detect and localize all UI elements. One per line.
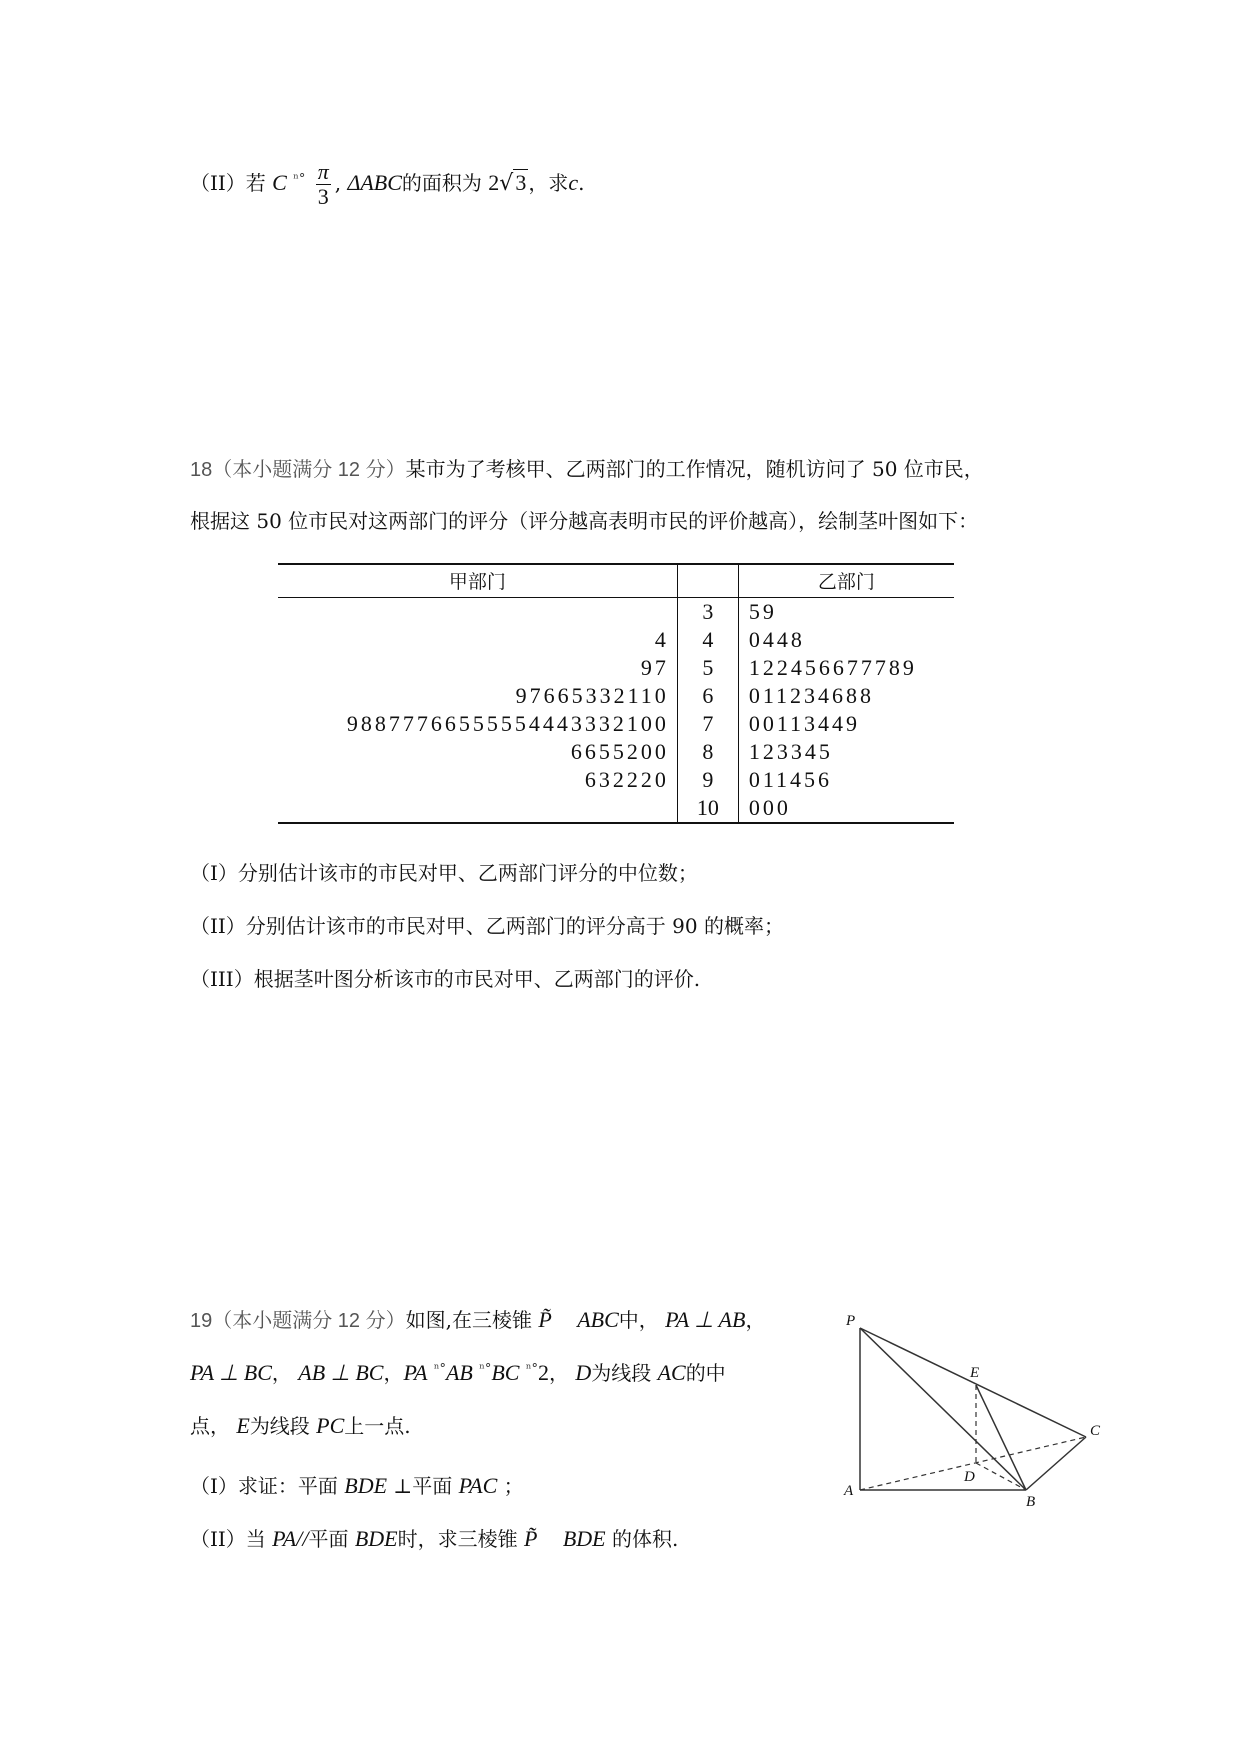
label-b: B	[1026, 1494, 1036, 1510]
q18-part1	[190, 857, 698, 886]
table-row	[278, 766, 954, 794]
pi-over-3-fraction	[316, 160, 331, 209]
leaf-a: 632220	[584, 767, 669, 792]
header-dept-a: 甲部门	[278, 564, 677, 598]
var-p-tilde: P̃	[538, 1307, 552, 1332]
perp-symbol: ⊥	[393, 1474, 413, 1498]
stem-value: 9	[677, 766, 738, 794]
q19-part2-text-b: 平面	[308, 1527, 349, 1551]
leaf-a	[278, 794, 677, 823]
ab-perp-bc: AB ⊥ BC	[298, 1360, 384, 1385]
label-d: D	[964, 1469, 975, 1485]
var-small-c: c	[568, 170, 579, 196]
q19-l1-text-b: 中，	[618, 1308, 659, 1332]
separator: ，	[271, 1361, 292, 1385]
q19-line2	[190, 1357, 726, 1386]
stem-leaf-table	[278, 563, 954, 824]
garbled-equals-icon: ⁿ°	[525, 1361, 538, 1377]
sqrt-radicand: 3	[515, 170, 527, 196]
label-p: P	[846, 1313, 856, 1329]
edge-pc	[860, 1328, 1086, 1437]
stem-value: 3	[677, 598, 738, 627]
var-e: E	[236, 1413, 250, 1438]
triangle-abc: ΔABC	[347, 170, 402, 196]
q17-part2-line	[190, 160, 584, 209]
q18-line2	[190, 505, 978, 534]
garbled-equals-icon: ⁿ°	[479, 1361, 492, 1377]
label-e: E	[970, 1365, 980, 1381]
q19-part1	[190, 1470, 524, 1499]
table-row	[278, 738, 954, 766]
var-bde: BDE	[562, 1526, 606, 1551]
table-row	[278, 598, 954, 627]
table-row	[278, 794, 954, 823]
garbled-equals-icon: ⁿ°	[433, 1361, 446, 1377]
leaf-a	[278, 598, 677, 627]
leaf-b: 000	[738, 794, 954, 823]
stem-value: 6	[677, 682, 738, 710]
leaf-a: 97665332110	[515, 683, 669, 708]
var-bc: BC	[491, 1360, 520, 1385]
pyramid-figure	[838, 1295, 1118, 1515]
table-row	[278, 710, 954, 738]
q17-part2-label: （II）若	[190, 171, 266, 196]
header-stem	[677, 564, 738, 598]
q19-part2	[190, 1523, 678, 1552]
segment-eb	[976, 1385, 1026, 1490]
leaf-b: 59	[748, 599, 777, 624]
leaf-a: 6655200	[570, 739, 669, 764]
leaf-b: 011234688	[748, 683, 874, 708]
q19-l3-text-b: 为线段	[249, 1414, 310, 1438]
q19-score: （本小题满分 12 分）	[212, 1310, 406, 1332]
denominator-3: 3	[317, 184, 329, 210]
sqrt-sign: √	[499, 171, 514, 197]
edge-bc	[1026, 1437, 1086, 1490]
table-row	[278, 626, 954, 654]
var-bde: BDE	[344, 1473, 388, 1498]
table-row	[278, 682, 954, 710]
var-d: D	[575, 1360, 592, 1385]
leaf-a: 4	[654, 627, 669, 652]
value-2: 2	[537, 1360, 549, 1385]
q19-l1-text-a: 如图,在三棱锥	[405, 1308, 532, 1332]
q18-stem-line1: 某市为了考核甲、乙两部门的工作情况，随机访问了 50 位市民，	[405, 457, 984, 481]
q19-line3	[190, 1410, 411, 1439]
var-pa: PA	[272, 1526, 297, 1551]
parallel-symbol: //	[296, 1526, 309, 1551]
separator: ，	[548, 1361, 569, 1385]
area-text: 的面积为	[401, 171, 482, 196]
pa-perp-bc: PA ⊥ BC	[190, 1360, 272, 1385]
stem-value: 10	[677, 794, 738, 823]
q18-number: 18	[190, 459, 213, 481]
stem-value: 4	[677, 626, 738, 654]
q19-l2-text-b: 为线段	[591, 1361, 652, 1385]
var-p-tilde: P̃	[523, 1526, 538, 1551]
header-dept-b: 乙部门	[738, 564, 954, 598]
leaf-b: 122456677789	[748, 655, 917, 680]
q19-part1-text-b: 平面	[412, 1474, 453, 1498]
ask-text: ，求	[528, 171, 569, 196]
leaf-b: 123345	[748, 739, 833, 764]
var-abc: ABC	[577, 1307, 619, 1332]
pi-symbol: π	[317, 159, 329, 184]
q19-part2-text-c: 时，求三棱锥	[397, 1527, 518, 1551]
leaf-b: 011456	[748, 767, 832, 792]
var-c: C	[272, 170, 287, 196]
q19-l3-text-a: 点，	[190, 1414, 230, 1438]
leaf-a: 97	[640, 655, 669, 680]
var-ab: AB	[445, 1360, 473, 1385]
label-c: C	[1090, 1423, 1101, 1439]
leaf-a: 98877766555554443332100	[346, 711, 669, 736]
q18-part3-text: （III）根据茎叶图分析该市的市民对甲、乙两部门的评价.	[190, 967, 701, 991]
stem-leaf-header-row	[278, 564, 954, 598]
q19-l1-text-c: ，	[745, 1308, 766, 1332]
edge-pb	[860, 1328, 1026, 1490]
q19-part2-text-a: （II）当	[190, 1527, 266, 1551]
pa-perp-ab: PA ⊥ AB	[665, 1307, 746, 1332]
stem-value: 5	[677, 654, 738, 682]
coefficient-2: 2	[488, 170, 500, 196]
q19-part2-text-d: 的体积.	[611, 1527, 679, 1551]
q18-part3	[190, 963, 700, 992]
var-ac: AC	[657, 1360, 686, 1385]
q18-part2-text: （II）分别估计该市的市民对甲、乙两部门的评分高于 90 的概率；	[190, 914, 784, 938]
var-pac: PAC	[458, 1473, 498, 1498]
q18-score: （本小题满分 12 分）	[212, 459, 406, 481]
separator: ，	[383, 1361, 404, 1385]
q19-part1-text-c: ；	[503, 1474, 524, 1498]
q18-part2	[190, 910, 784, 939]
segment-db-dashed	[976, 1463, 1026, 1490]
q18-stem-line2: 根据这 50 位市民对这两部门的评分（评分越高表明市民的评价越高），绘制茎叶图如下：	[190, 509, 979, 533]
label-a: A	[844, 1483, 854, 1499]
stem-value: 8	[677, 738, 738, 766]
comma: ,	[334, 171, 342, 196]
table-row	[278, 654, 954, 682]
var-pa: PA	[403, 1360, 428, 1385]
garbled-equals-icon: ⁿ°	[293, 171, 306, 187]
q19-part1-text-a: （I）求证：平面	[190, 1474, 338, 1498]
period: .	[578, 171, 585, 196]
q19-number: 19	[190, 1310, 213, 1332]
q19-l2-text-c: 的中	[685, 1361, 726, 1385]
q18-line1	[190, 453, 984, 482]
q19-l3-text-c: 上一点.	[344, 1414, 411, 1438]
q18-part1-text: （I）分别估计该市的市民对甲、乙两部门评分的中位数；	[190, 861, 698, 885]
var-bde: BDE	[354, 1526, 398, 1551]
stem-value: 7	[677, 710, 738, 738]
q19-line1	[190, 1304, 765, 1333]
var-pc: PC	[316, 1413, 345, 1438]
leaf-b: 00113449	[748, 711, 860, 736]
leaf-b: 0448	[748, 627, 805, 652]
